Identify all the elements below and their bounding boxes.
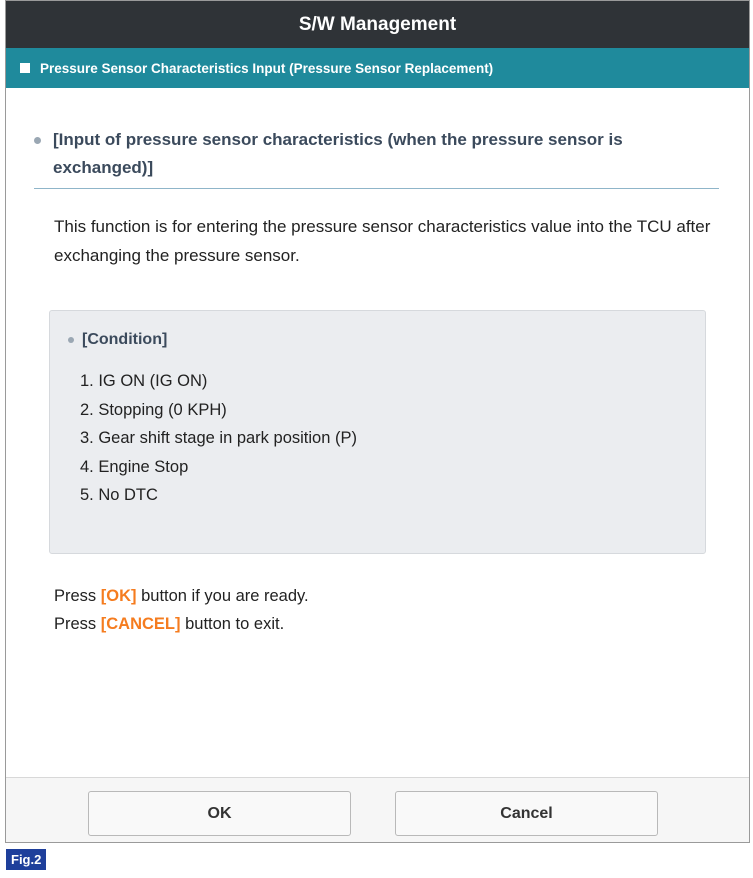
section-heading-text: [Input of pressure sensor characteristics (when the pressure sensor is exchanged)]	[53, 130, 623, 177]
condition-item: 1. IG ON (IG ON)	[80, 372, 208, 390]
square-bullet-icon	[20, 63, 30, 73]
function-description: This function is for entering the pressure sensor characteristics value into the TCU after exchanging the pressure sensor.	[54, 217, 711, 265]
condition-item: 2. Stopping (0 KPH)	[80, 400, 227, 419]
subheader-label: Pressure Sensor Characteristics Input (Pressure Sensor Replacement)	[40, 60, 494, 76]
sw-management-dialog	[5, 0, 750, 843]
instruction-text-segment: Press	[54, 615, 101, 633]
condition-item: 3. Gear shift stage in park position (P)	[80, 429, 357, 447]
instruction-ok-line	[54, 582, 309, 610]
ok-key-highlight: [OK]	[100, 587, 137, 605]
condition-item: 4. Engine Stop	[80, 457, 189, 476]
cancel-key-highlight: [CANCEL]	[100, 615, 181, 633]
condition-title	[68, 331, 167, 349]
instruction-text-segment: Press	[54, 587, 101, 605]
condition-box	[49, 310, 706, 554]
condition-title-text: [Condition]	[82, 331, 168, 348]
section-heading	[34, 126, 719, 189]
subheader-bar	[6, 48, 749, 88]
cancel-button[interactable]: Cancel	[395, 791, 658, 836]
condition-item: 5. No DTC	[80, 486, 158, 504]
dot-bullet-icon	[34, 137, 41, 144]
instruction-text-segment: button if you are ready.	[136, 587, 309, 605]
instruction-cancel-line	[54, 610, 309, 638]
instruction-text	[54, 582, 309, 638]
dialog-footer	[6, 777, 749, 842]
instruction-text-segment: button to exit.	[180, 615, 285, 633]
dialog-title: S/W Management	[6, 1, 749, 48]
dot-bullet-icon	[68, 337, 74, 343]
condition-list	[80, 367, 357, 510]
figure-label: Fig.2	[6, 849, 46, 870]
ok-button[interactable]: OK	[88, 791, 351, 836]
